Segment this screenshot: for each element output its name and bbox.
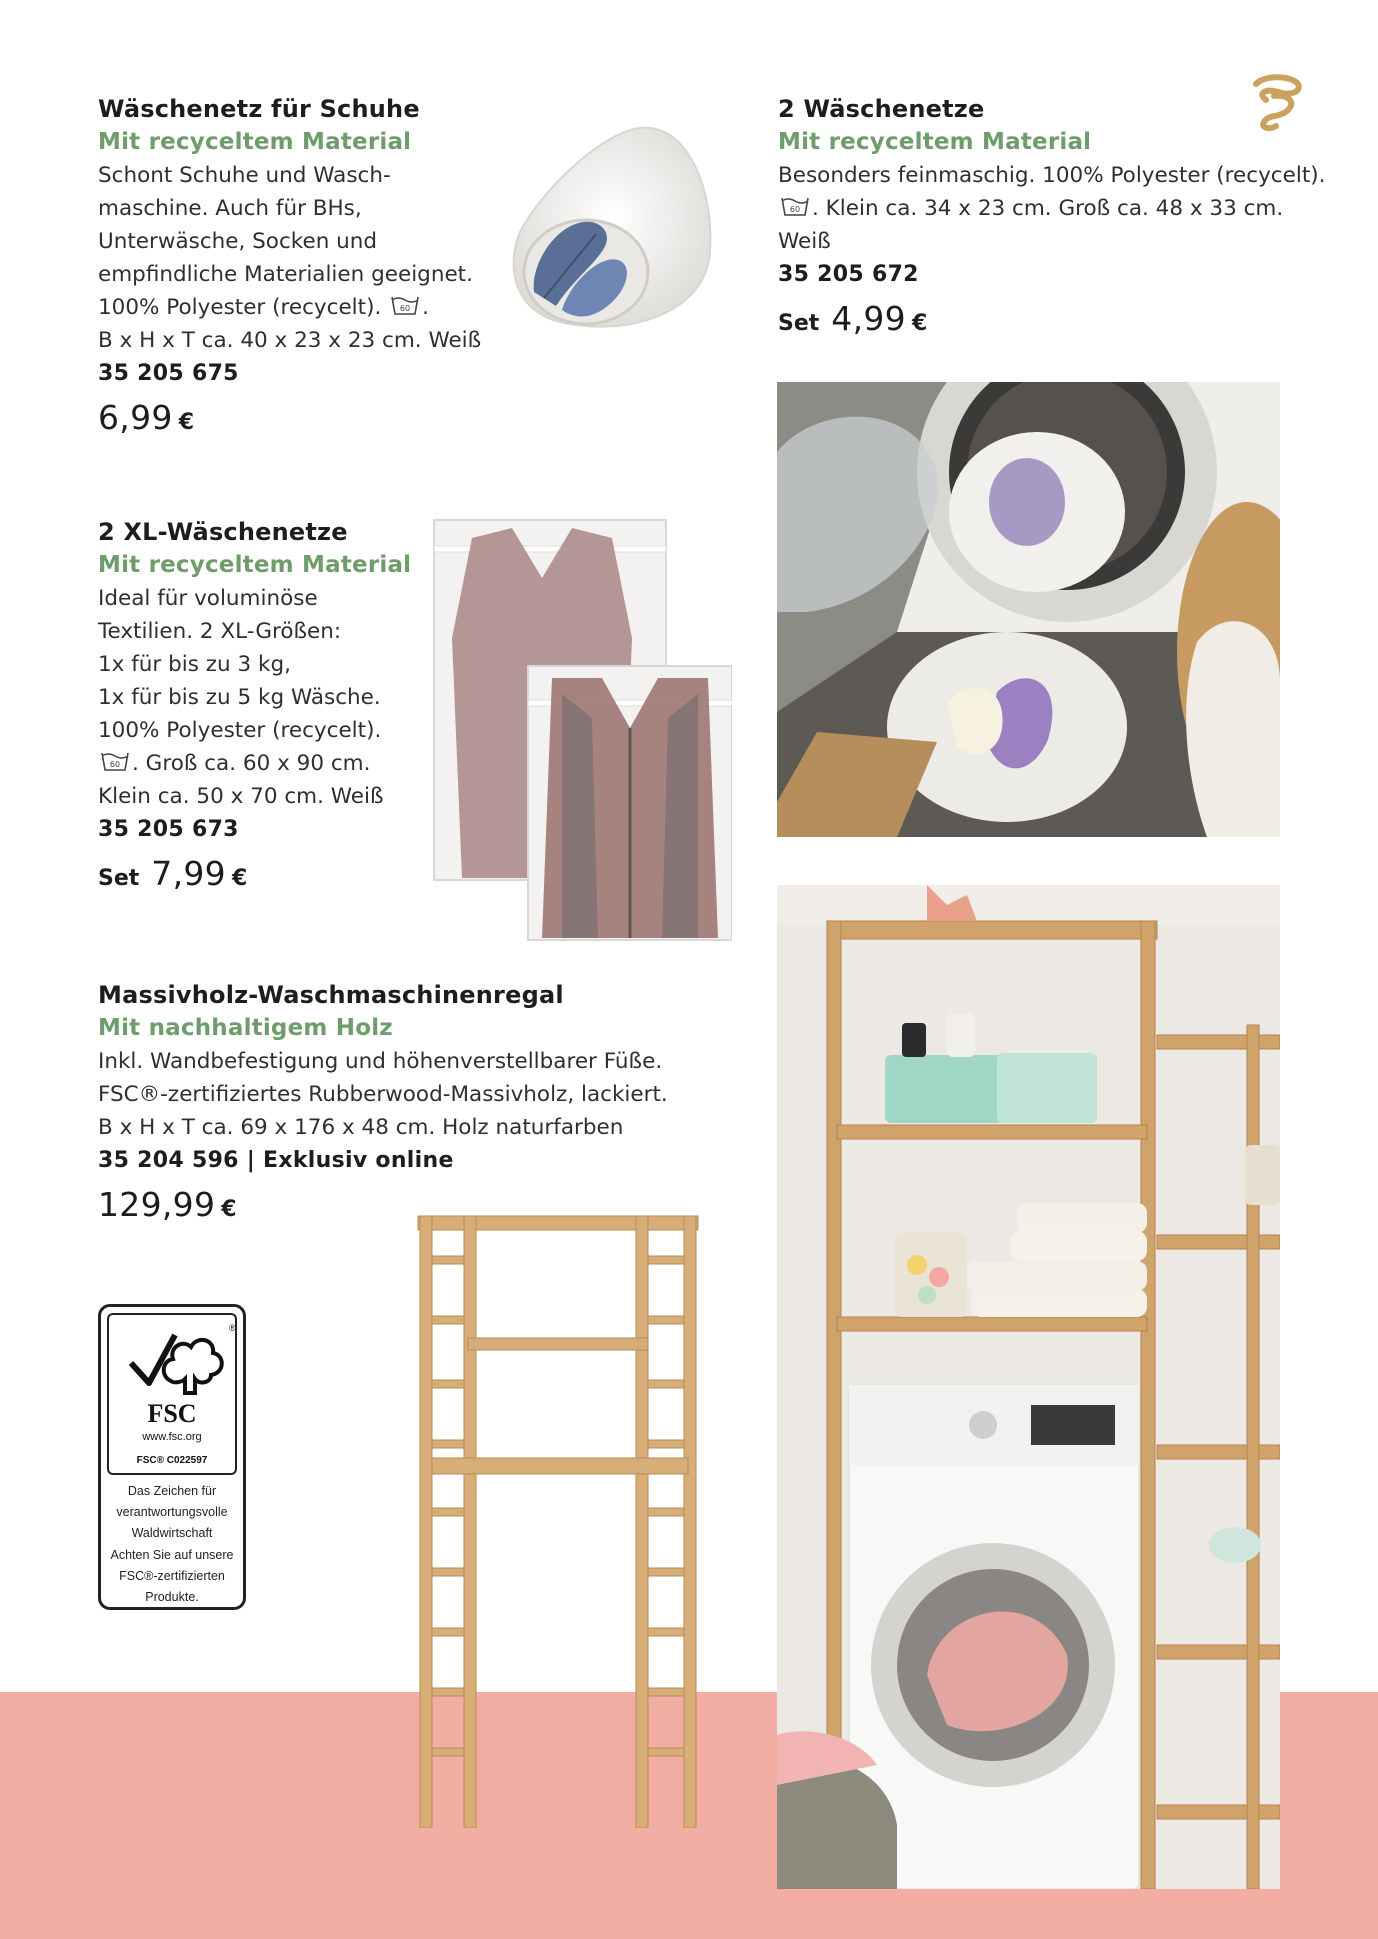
description-line: Weiß bbox=[778, 229, 831, 254]
description-line: B x H x T ca. 69 x 176 x 48 cm. Holz naturfarben bbox=[98, 1115, 624, 1140]
product-title: 2 XL-Wäschenetze bbox=[98, 518, 348, 546]
description-line: Besonders feinmaschig. 100% Polyester (recycelt). bbox=[778, 163, 1326, 188]
fsc-description-line: Produkte. bbox=[145, 1590, 199, 1604]
description-line: 60 . Klein ca. 34 x 23 cm. Groß ca. 48 x 33 cm. bbox=[778, 192, 1338, 225]
fsc-description-line: Das Zeichen für bbox=[127, 1484, 217, 1498]
fsc-description-line: Achten Sie auf unsere bbox=[110, 1548, 234, 1562]
product-wooden-washer-shelf bbox=[98, 979, 698, 1224]
fsc-description-line: verantwortungsvolle bbox=[116, 1505, 228, 1519]
product-two-laundry-nets bbox=[778, 93, 1338, 338]
price-currency: € bbox=[221, 1197, 237, 1222]
description-line: 1x für bis zu 3 kg, bbox=[98, 652, 291, 677]
laundry-nets-at-washing-machine-photo bbox=[777, 382, 1280, 837]
price-currency: € bbox=[178, 410, 194, 435]
svg-text:60: 60 bbox=[109, 760, 121, 769]
fsc-url: www.fsc.org bbox=[142, 1431, 202, 1443]
description-line: maschine. Auch für BHs, bbox=[98, 196, 362, 221]
description-line: 100% Polyester (recycelt). 60 . bbox=[98, 295, 429, 320]
product-subtitle: Mit recyceltem Material bbox=[98, 552, 412, 578]
wash-60-icon bbox=[780, 195, 810, 217]
shelf-over-washing-machine-photo bbox=[777, 885, 1280, 1889]
product-subtitle: Mit nachhaltigem Holz bbox=[98, 1015, 393, 1041]
article-number: 35 205 675 bbox=[98, 361, 239, 386]
description-line: Inkl. Wandbefestigung und höhenverstellbarer Füße. bbox=[98, 1049, 663, 1074]
description-line: 60 . Groß ca. 60 x 90 cm. bbox=[98, 747, 458, 780]
price bbox=[98, 398, 518, 437]
price-set-label: Set bbox=[778, 311, 820, 336]
product-title: Massivholz-Waschmaschinenregal bbox=[98, 981, 564, 1009]
product-shoe-net bbox=[98, 93, 518, 437]
svg-text:60: 60 bbox=[789, 205, 801, 214]
price-value: 129,99 bbox=[98, 1185, 216, 1224]
xl-laundry-nets-with-jackets-photo bbox=[432, 518, 732, 942]
price-value: 6,99 bbox=[98, 398, 173, 437]
fsc-logo-frame bbox=[107, 1313, 237, 1475]
article-number: 35 205 673 bbox=[98, 817, 239, 842]
price-value: 7,99 bbox=[151, 854, 226, 893]
wooden-shelf-product-photo bbox=[412, 1208, 704, 1828]
svg-text:60: 60 bbox=[400, 304, 411, 313]
fsc-description-line: FSC®-zertifizierten bbox=[119, 1569, 225, 1583]
description-line: 100% Polyester (recycelt). bbox=[98, 718, 382, 743]
description-line: Klein ca. 50 x 70 cm. Weiß bbox=[98, 784, 384, 809]
description-line: 1x für bis zu 5 kg Wäsche. bbox=[98, 685, 381, 710]
product-xl-laundry-nets bbox=[98, 516, 458, 893]
price bbox=[98, 854, 458, 893]
description-line: B x H x T ca. 40 x 23 x 23 cm. Weiß bbox=[98, 328, 482, 353]
fsc-certification-badge bbox=[98, 1304, 246, 1610]
fsc-description-line: Waldwirtschaft bbox=[131, 1526, 213, 1540]
fsc-logo-text: FSC bbox=[147, 1399, 197, 1428]
price-set-label: Set bbox=[98, 866, 140, 891]
description-line: Schont Schuhe und Wasch- bbox=[98, 163, 391, 188]
description-line: empfindliche Materialien geeignet. bbox=[98, 262, 473, 287]
description-line: FSC®-zertifiziertes Rubberwood-Massivholz, lackiert. bbox=[98, 1082, 668, 1107]
product-title: Wäschenetz für Schuhe bbox=[98, 95, 420, 123]
description-line: Ideal für voluminöse bbox=[98, 586, 318, 611]
price-currency: € bbox=[911, 311, 928, 336]
fsc-license-code: FSC® C022597 bbox=[136, 1455, 208, 1466]
description-line: Unterwäsche, Socken und bbox=[98, 229, 378, 254]
product-subtitle: Mit recyceltem Material bbox=[98, 129, 412, 155]
wash-60-icon bbox=[390, 294, 420, 316]
product-title: 2 Wäschenetze bbox=[778, 95, 985, 123]
svg-text:®: ® bbox=[229, 1323, 236, 1333]
fsc-tree-check-icon bbox=[111, 1321, 237, 1401]
price-value: 4,99 bbox=[831, 299, 906, 338]
price-currency: € bbox=[231, 866, 248, 891]
price bbox=[778, 299, 1338, 338]
article-number: 35 205 672 bbox=[778, 262, 919, 287]
shoe-laundry-net-photo bbox=[500, 122, 722, 340]
product-subtitle: Mit recyceltem Material bbox=[778, 129, 1092, 155]
wash-60-icon bbox=[100, 750, 130, 772]
description-line: Textilien. 2 XL-Größen: bbox=[98, 619, 342, 644]
article-number: 35 204 596 | Exklusiv online bbox=[98, 1148, 454, 1173]
